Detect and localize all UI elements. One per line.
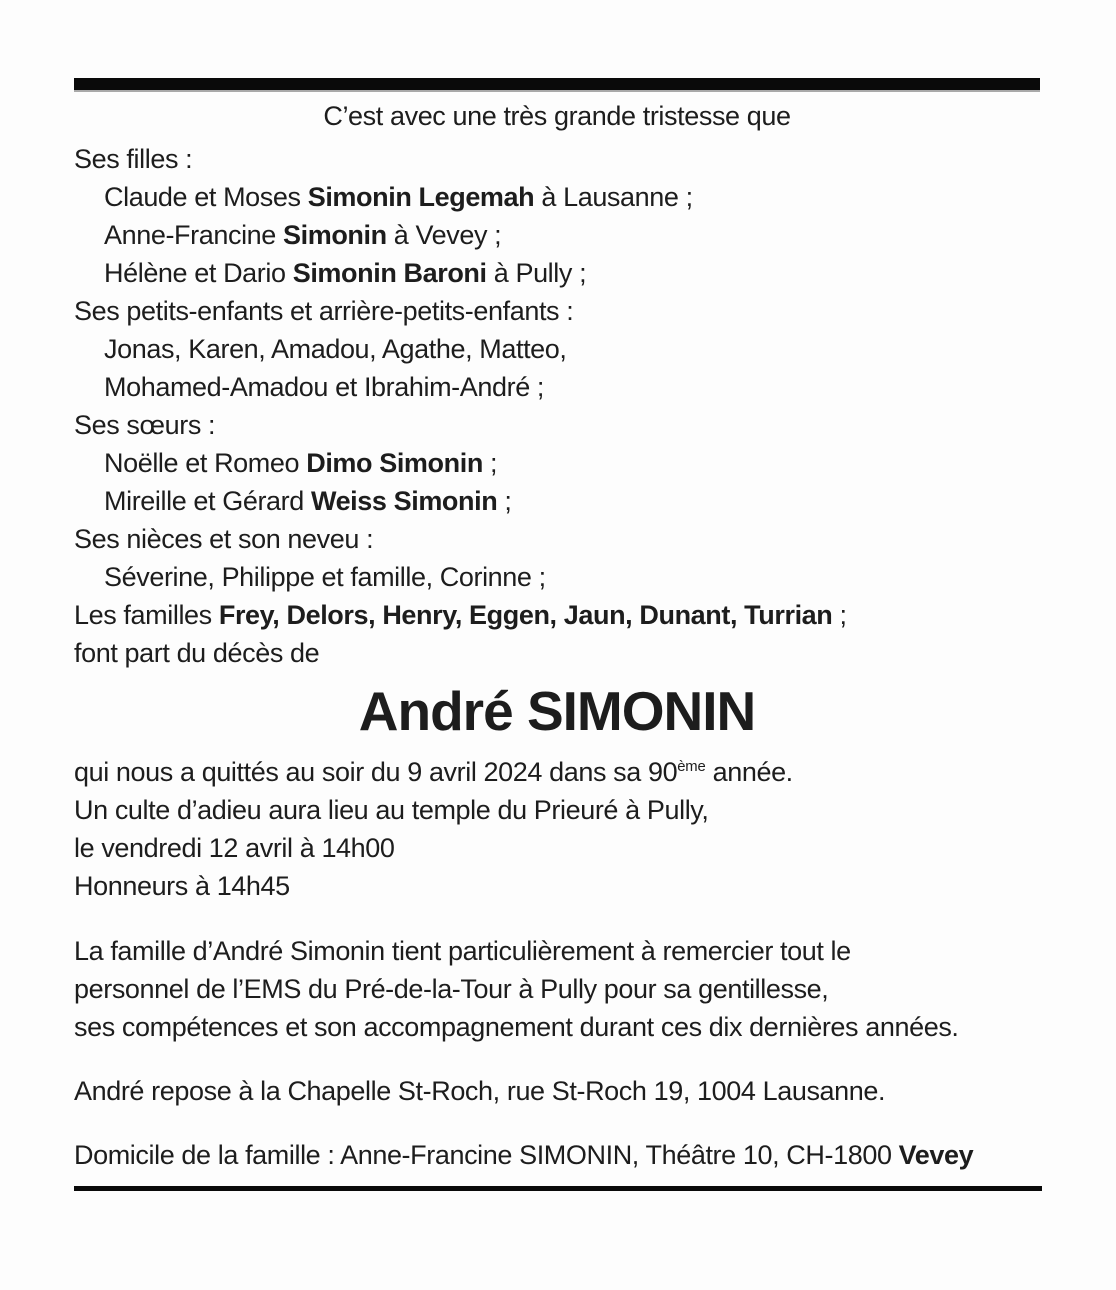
notice-line [74, 634, 1040, 672]
text-segment: Ses filles : [74, 144, 193, 174]
notice-line [74, 140, 1040, 178]
text-segment: Un culte d’adieu aura lieu au temple du Prieuré à Pully, [74, 795, 709, 825]
notice-line [74, 596, 1040, 634]
notice-line [74, 520, 1040, 558]
text-segment: ; [497, 486, 512, 516]
bold-name-segment: Vevey [898, 1140, 974, 1170]
text-segment: à Lausanne ; [534, 182, 693, 212]
notice-line [74, 444, 1040, 482]
thanks-line: personnel de l’EMS du Pré-de-la-Tour à Pully pour sa gentillesse, [74, 974, 829, 1004]
notice-line [74, 292, 1040, 330]
thanks-line: ses compétences et son accompagnement durant ces dix dernières années. [74, 1012, 959, 1042]
notice-line [74, 558, 1040, 596]
thanks-line: La famille d’André Simonin tient particulièrement à remercier tout le [74, 936, 851, 966]
text-segment: année. [705, 757, 793, 787]
text-segment: ; [482, 448, 498, 478]
text-segment: Hélène et Dario [104, 258, 293, 288]
text-segment: Anne-Francine [104, 220, 283, 250]
text-segment: Ses sœurs : [74, 410, 216, 440]
text-segment: le vendredi 12 avril à 14h00 [74, 833, 395, 863]
text-segment: Ses petits-enfants et arrière-petits-enfants : [74, 296, 574, 326]
text-segment: qui nous a quittés au soir du 9 avril 2024 dans sa 90 [74, 757, 678, 787]
text-segment: Honneurs à 14h45 [74, 871, 290, 901]
notice-line [74, 178, 1040, 216]
thanks-paragraph [74, 932, 1040, 1046]
detail-line [74, 791, 1040, 829]
notice-line [74, 482, 1040, 520]
bold-name-segment: Dimo Simonin [306, 448, 483, 478]
text-segment: Les familles [74, 600, 219, 630]
intro-text: C’est avec une très grande tristesse que [323, 101, 791, 131]
ceremony-details [74, 753, 1040, 905]
text-segment: Claude et Moses [104, 182, 308, 212]
text-segment: Ses nièces et son neveu : [74, 524, 374, 554]
domicile-line [74, 1136, 1040, 1174]
text-segment: Mireille et Gérard [104, 486, 311, 516]
bottom-rule [74, 1186, 1042, 1191]
notice-line [74, 330, 1040, 368]
deceased-name: André SIMONIN [358, 680, 756, 742]
bold-name-segment: Simonin [283, 220, 387, 250]
superscript-segment: ème [677, 759, 706, 775]
notice-content [74, 96, 1040, 1174]
notice-line [74, 254, 1040, 292]
bold-name-segment: Frey, Delors, Henry, Eggen, Jaun, Dunant, Turrian [218, 600, 833, 630]
text-segment: à Pully ; [486, 258, 587, 288]
notice-line [74, 406, 1040, 444]
family-list [74, 140, 1040, 672]
notice-line [74, 368, 1040, 406]
top-rule [74, 78, 1040, 92]
detail-line [74, 753, 1040, 791]
text-segment: Jonas, Karen, Amadou, Agathe, Matteo, [104, 334, 567, 364]
text-segment: Séverine, Philippe et famille, Corinne ; [104, 562, 546, 592]
bold-name-segment: Weiss Simonin [310, 486, 498, 516]
bold-name-segment: Simonin Baroni [292, 258, 487, 288]
text-segment: font part du décès de [74, 638, 320, 668]
detail-line [74, 829, 1040, 867]
detail-line [74, 867, 1040, 905]
notice-line [74, 216, 1040, 254]
text-segment: Domicile de la famille : Anne-Francine SIMONIN, Théâtre 10, CH-1800 [74, 1140, 899, 1170]
text-segment: ; [832, 600, 847, 630]
text-segment: Mohamed-Amadou et Ibrahim-André ; [104, 372, 545, 402]
text-segment: Noëlle et Romeo [104, 448, 307, 478]
text-segment: à Vevey ; [386, 220, 502, 250]
repose-line: André repose à la Chapelle St-Roch, rue St-Roch 19, 1004 Lausanne. [74, 1076, 886, 1106]
bold-name-segment: Simonin Legemah [307, 182, 535, 212]
